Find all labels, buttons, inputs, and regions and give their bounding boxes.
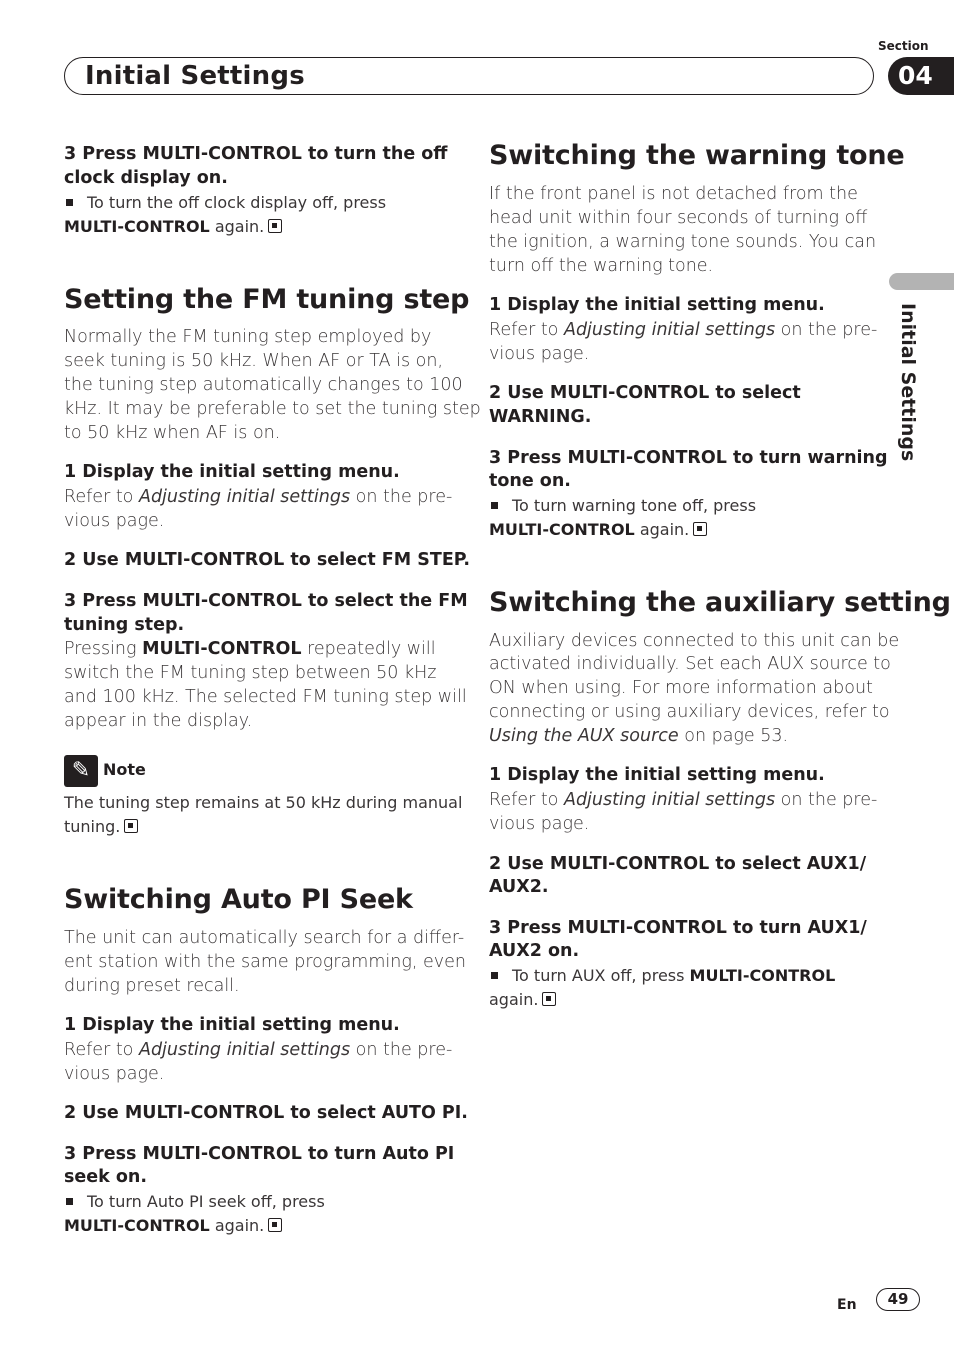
fm-step-3-desc xyxy=(64,637,436,661)
desc-text: repeatedly will xyxy=(301,639,436,659)
warning-section-heading: Switching the warning tone xyxy=(489,140,905,171)
bullet-text: To turn Auto PI seek off, press xyxy=(87,1192,325,1211)
end-mark-icon xyxy=(268,1218,282,1232)
autopi-bullet xyxy=(62,1190,325,1214)
aux-step-3-cont: AUX2 on. xyxy=(489,941,580,961)
autopi-bullet-line2 xyxy=(64,1214,282,1238)
autopi-step-3-cont: seek on. xyxy=(64,1167,148,1187)
fm-paragraph-line: kHz. It may be preferable to set the tuning step xyxy=(64,399,481,419)
note-text: tuning. xyxy=(64,817,121,836)
autopi-paragraph-line: The unit can automatically search for a differ- xyxy=(64,928,465,948)
fm-step-1: 1 Display the initial setting menu. xyxy=(64,462,400,482)
aux-step-2: 2 Use MULTI-CONTROL to select AUX1/ xyxy=(489,854,867,874)
note-pencil-icon: ✎ xyxy=(64,755,98,787)
clock-step-3-cont: clock display on. xyxy=(64,168,228,188)
aux-paragraph-line: Auxiliary devices connected to this unit can be xyxy=(489,631,900,651)
bold-text: MULTI-CONTROL xyxy=(142,639,302,659)
warning-paragraph-line: the ignition, a warning tone sounds. You can xyxy=(489,232,877,252)
autopi-step-1-desc-2: vious page. xyxy=(64,1064,165,1084)
fm-paragraph-line: to 50 kHz when AF is on. xyxy=(64,423,281,443)
bullet-text: To turn the off clock display off, press xyxy=(87,193,387,212)
bullet-square-icon xyxy=(491,972,498,979)
aux-section-heading: Switching the auxiliary setting xyxy=(489,587,951,618)
fm-paragraph-line: the tuning step automatically changes to 100 xyxy=(64,375,463,395)
header-bar xyxy=(64,57,874,95)
fm-step-3-cont: tuning step. xyxy=(64,615,185,635)
cross-reference-text: Adjusting initial settings xyxy=(138,1040,351,1060)
warning-step-1-desc-2: vious page. xyxy=(489,344,590,364)
aux-bullet xyxy=(487,964,835,988)
desc-text: Refer to xyxy=(489,790,564,810)
clock-bullet-line2 xyxy=(64,215,282,239)
side-tab-marker xyxy=(889,273,954,290)
aux-step-1: 1 Display the initial setting menu. xyxy=(489,765,825,785)
fm-step-3: 3 Press MULTI-CONTROL to select the FM xyxy=(64,591,468,611)
desc-text: Refer to xyxy=(64,487,139,507)
note-text-line-2 xyxy=(64,815,138,839)
warning-step-2-cont: WARNING. xyxy=(489,407,592,427)
aux-step-2-cont: AUX2. xyxy=(489,877,549,897)
aux-paragraph-line: ON when using. For more information about xyxy=(489,678,873,698)
autopi-step-3: 3 Press MULTI-CONTROL to turn Auto PI xyxy=(64,1144,455,1164)
bullet-square-icon xyxy=(491,502,498,509)
fm-step-3-desc-line: switch the FM tuning step between 50 kHz xyxy=(64,663,437,683)
section-number-tab: 04 xyxy=(888,57,954,95)
bold-text: MULTI-CONTROL xyxy=(64,217,210,236)
autopi-paragraph-line: during preset recall. xyxy=(64,976,240,996)
desc-text: Pressing xyxy=(64,639,143,659)
warning-paragraph-line: head unit within four seconds of turning off xyxy=(489,208,868,228)
cross-reference-text: Using the AUX source xyxy=(489,726,679,746)
warning-step-1-desc xyxy=(489,318,877,342)
bold-text: MULTI-CONTROL xyxy=(689,966,836,985)
warning-step-3: 3 Press MULTI-CONTROL to turn warning xyxy=(489,448,888,468)
fm-paragraph-line: Normally the FM tuning step employed by xyxy=(64,327,432,347)
desc-text: Refer to xyxy=(64,1040,139,1060)
end-mark-icon xyxy=(268,219,282,233)
warning-step-2: 2 Use MULTI-CONTROL to select xyxy=(489,383,801,403)
aux-step-1-desc-2: vious page. xyxy=(489,814,590,834)
fm-section-heading: Setting the FM tuning step xyxy=(64,284,470,315)
bold-text: MULTI-CONTROL xyxy=(64,1216,210,1235)
desc-text: on the pre- xyxy=(350,1040,453,1060)
end-mark-icon xyxy=(124,819,138,833)
page-title: Initial Settings xyxy=(85,61,305,91)
fm-step-3-desc-line: and 100 kHz. The selected FM tuning step will xyxy=(64,687,467,707)
autopi-section-heading: Switching Auto PI Seek xyxy=(64,884,413,915)
fm-step-3-desc-line: appear in the display. xyxy=(64,711,253,731)
bullet-text: To turn AUX off, press xyxy=(512,966,690,985)
aux-step-3: 3 Press MULTI-CONTROL to turn AUX1/ xyxy=(489,918,867,938)
end-mark-icon xyxy=(693,522,707,536)
autopi-step-2: 2 Use MULTI-CONTROL to select AUTO PI. xyxy=(64,1103,468,1123)
page-number: 49 xyxy=(876,1288,920,1311)
clock-bullet xyxy=(62,191,386,215)
aux-bullet-line2 xyxy=(489,988,556,1012)
desc-text: on the pre- xyxy=(775,320,878,340)
autopi-paragraph-line: ent station with the same programming, even xyxy=(64,952,466,972)
fm-step-2: 2 Use MULTI-CONTROL to select FM STEP. xyxy=(64,550,471,570)
cross-reference-text: Adjusting initial settings xyxy=(563,790,776,810)
cross-reference-text: Adjusting initial settings xyxy=(563,320,776,340)
bullet-text: again. xyxy=(489,990,539,1009)
warning-bullet-line2 xyxy=(489,518,707,542)
warning-bullet xyxy=(487,494,756,518)
bullet-text: To turn warning tone off, press xyxy=(512,496,757,515)
cross-reference-text: Adjusting initial settings xyxy=(138,487,351,507)
aux-paragraph-line xyxy=(489,724,788,748)
end-mark-icon xyxy=(542,992,556,1006)
fm-paragraph-line: seek tuning is 50 kHz. When AF or TA is on, xyxy=(64,351,444,371)
warning-step-3-cont: tone on. xyxy=(489,471,571,491)
language-label: En xyxy=(837,1297,857,1313)
aux-step-1-desc xyxy=(489,788,877,812)
aux-paragraph-line: connecting or using auxiliary devices, refer to xyxy=(489,702,890,722)
bold-text: MULTI-CONTROL xyxy=(489,520,635,539)
autopi-step-1-desc xyxy=(64,1038,452,1062)
note-label: Note xyxy=(103,760,146,779)
desc-text: on the pre- xyxy=(350,487,453,507)
bullet-text: again. xyxy=(209,217,265,236)
section-label: Section xyxy=(878,39,929,53)
desc-text: on page 53. xyxy=(678,726,789,746)
fm-step-1-desc xyxy=(64,485,452,509)
bullet-text: again. xyxy=(209,1216,265,1235)
side-section-label: Initial Settings xyxy=(897,303,919,462)
aux-paragraph-line: activated individually. Set each AUX source to xyxy=(489,654,891,674)
autopi-step-1: 1 Display the initial setting menu. xyxy=(64,1015,400,1035)
desc-text: Refer to xyxy=(489,320,564,340)
fm-step-1-desc-2: vious page. xyxy=(64,511,165,531)
clock-step-3: 3 Press MULTI-CONTROL to turn the off xyxy=(64,144,448,164)
warning-paragraph-line: turn off the warning tone. xyxy=(489,256,714,276)
warning-step-1: 1 Display the initial setting menu. xyxy=(489,295,825,315)
bullet-text: again. xyxy=(634,520,690,539)
desc-text: on the pre- xyxy=(775,790,878,810)
warning-paragraph-line: If the front panel is not detached from the xyxy=(489,184,858,204)
note-text-line: The tuning step remains at 50 kHz during manual xyxy=(64,793,463,812)
bullet-square-icon xyxy=(66,199,73,206)
bullet-square-icon xyxy=(66,1198,73,1205)
